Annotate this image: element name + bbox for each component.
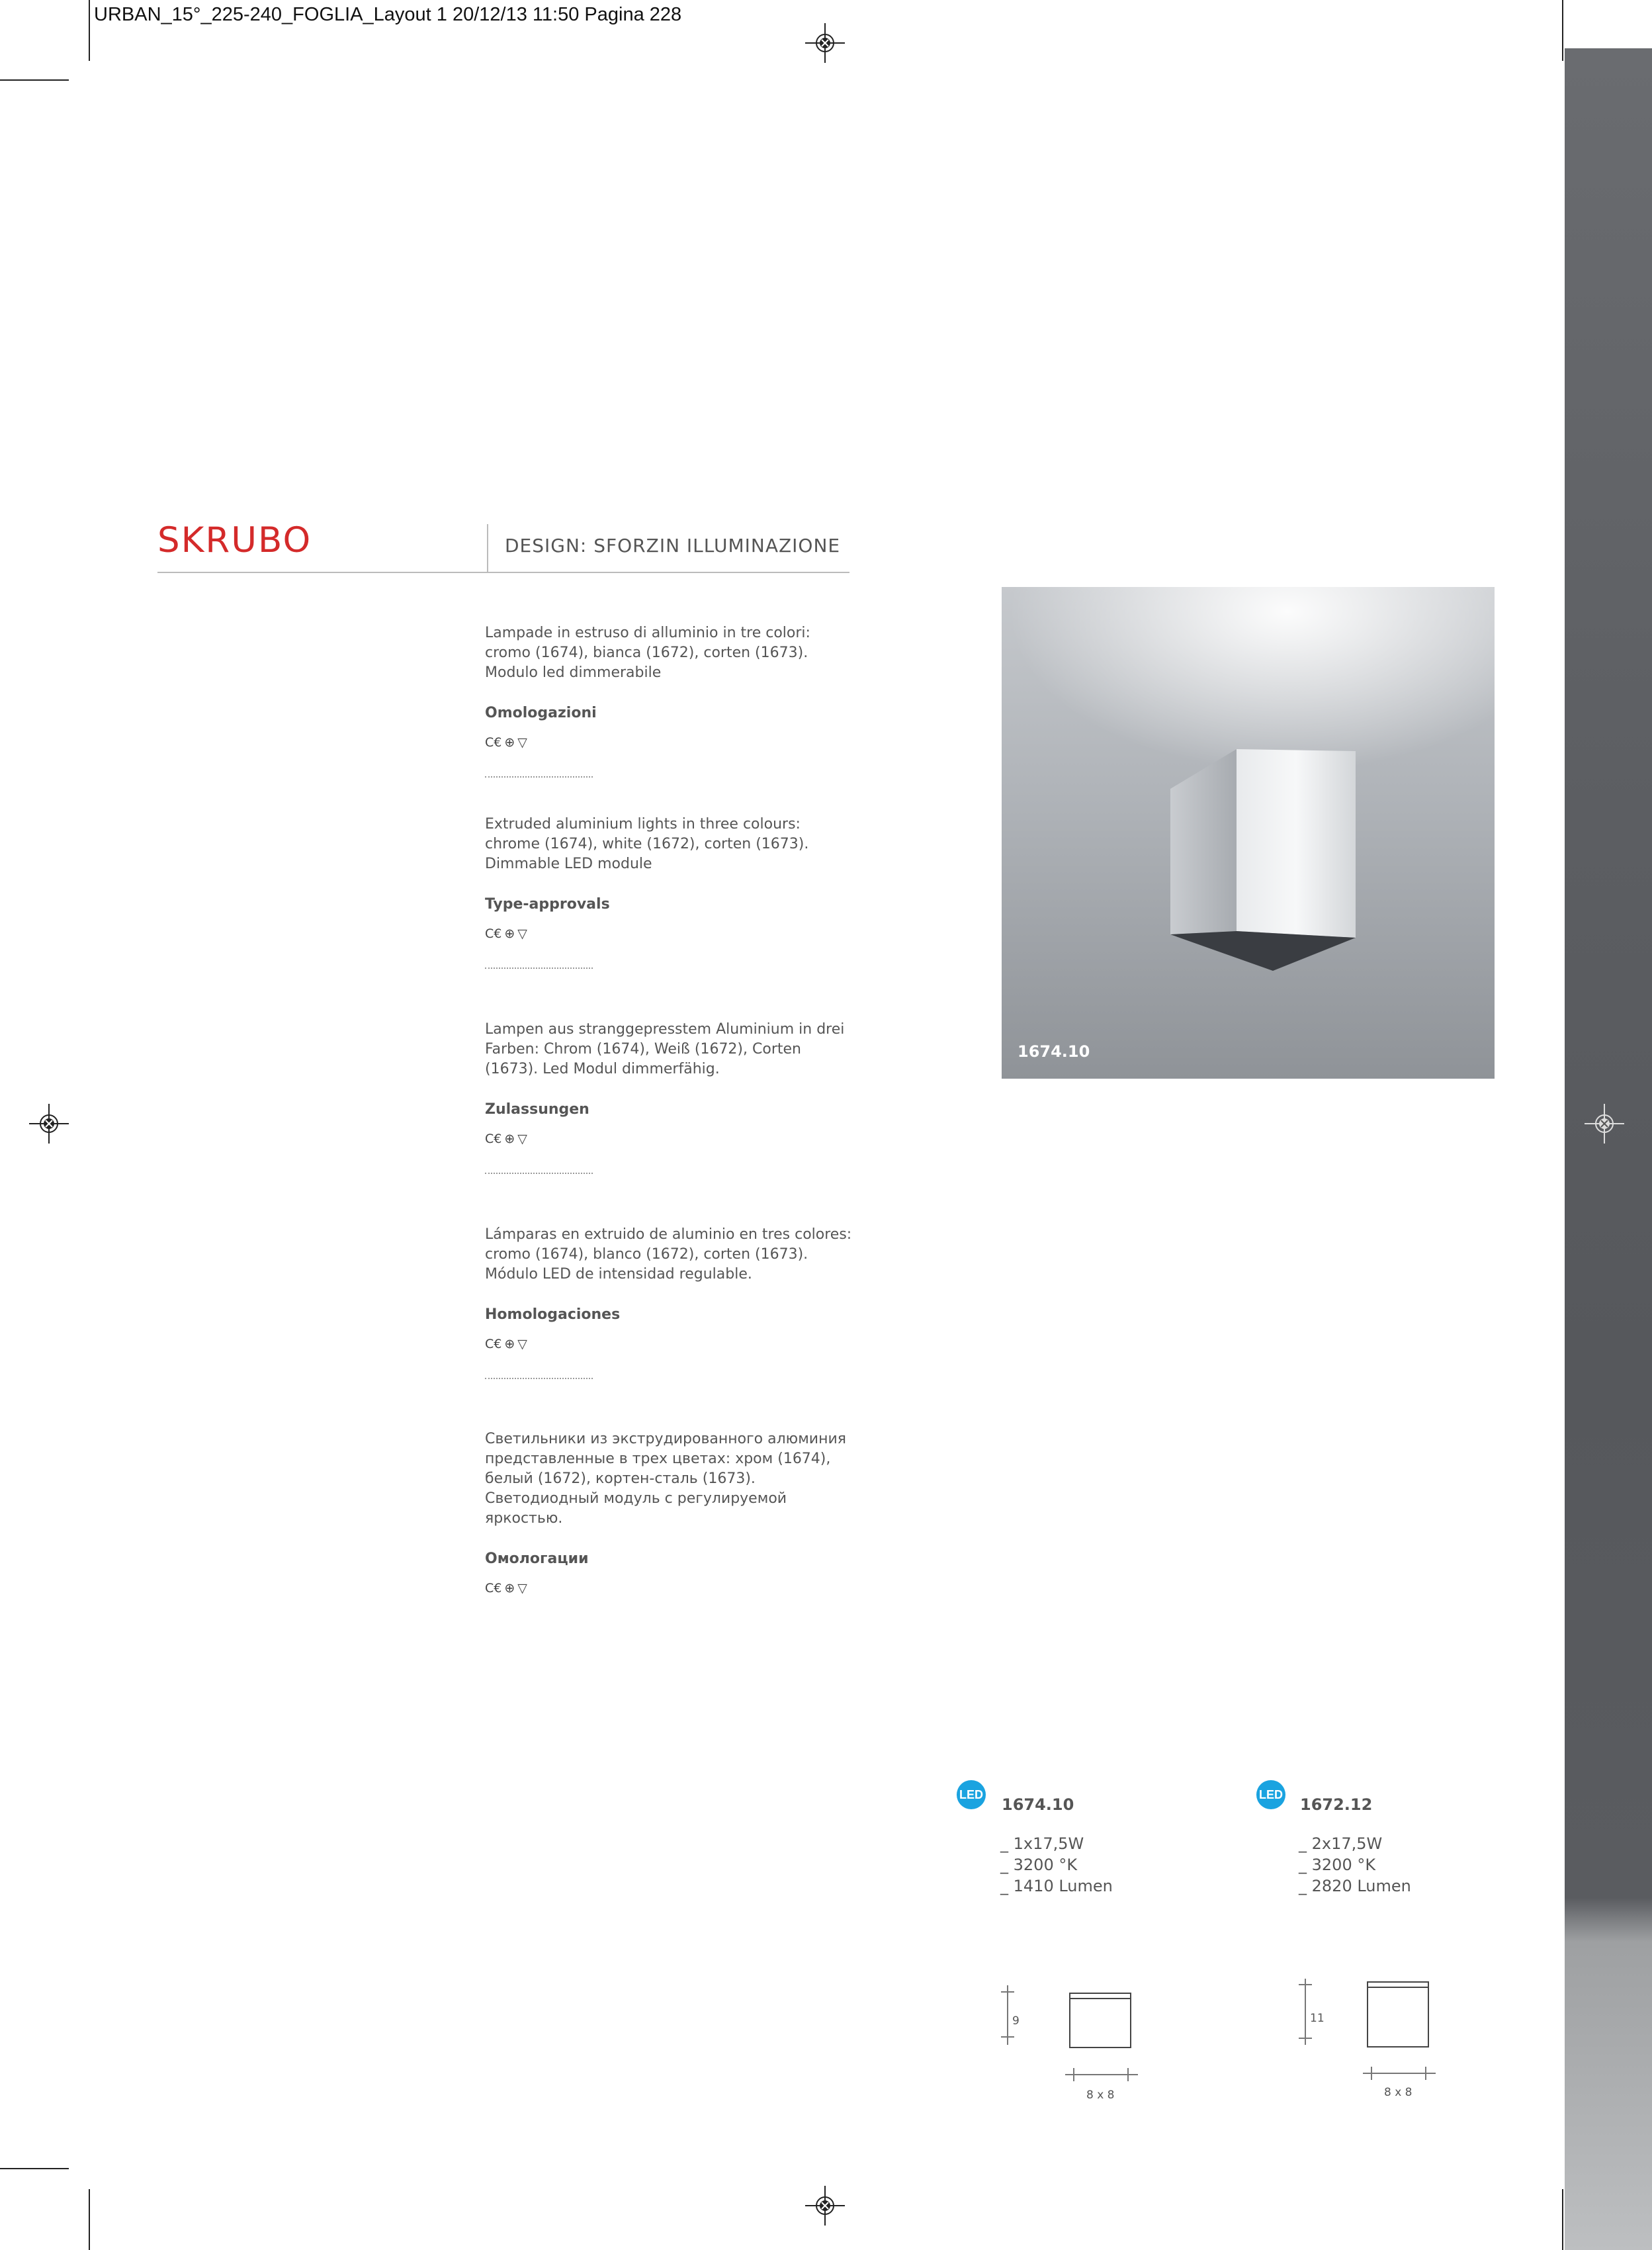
variant-code: 1674.10 bbox=[1002, 1795, 1074, 1814]
spec-lumen: _ 1410 Lumen bbox=[1000, 1877, 1113, 1895]
spec-power: _ 2x17,5W bbox=[1299, 1834, 1383, 1853]
certification-marks bbox=[485, 1132, 855, 1146]
title-divider bbox=[487, 524, 488, 572]
approvals-heading: Zulassungen bbox=[485, 1101, 589, 1118]
description-text: Lámparas en extruido de aluminio en tres colores: cromo (1674), blanco (1672), corten (1673). Módulo LED de intensidad regulable. bbox=[485, 1226, 852, 1282]
dotted-separator bbox=[485, 1378, 593, 1379]
side-color-band bbox=[1565, 48, 1652, 2250]
variant-code: 1672.12 bbox=[1300, 1795, 1373, 1814]
spec-color-temperature: _ 3200 °K bbox=[1299, 1856, 1376, 1874]
registration-mark-icon bbox=[29, 1104, 69, 1144]
certification-marks bbox=[485, 926, 855, 941]
ce-mark-icon: C€ bbox=[485, 735, 502, 750]
print-slug: URBAN_15°_225-240_FOGLIA_Layout 1 20/12/13 11:50 Pagina 228 bbox=[94, 4, 682, 25]
crop-mark bbox=[1562, 2189, 1563, 2250]
lamp-cube-illustration bbox=[1002, 587, 1495, 1079]
approvals-heading: Homologaciones bbox=[485, 1306, 621, 1323]
led-badge-icon: LED bbox=[957, 1780, 986, 1809]
dimension-height: 11 bbox=[1310, 2012, 1325, 2025]
dimension-height: 9 bbox=[1012, 2014, 1020, 2028]
variant-specs bbox=[1000, 1833, 1113, 1897]
description-text: Extruded aluminium lights in three colours: chrome (1674), white (1672), corten (1673). Dimmable LED module bbox=[485, 816, 809, 872]
registration-mark-icon bbox=[1585, 1104, 1624, 1144]
description-text: Lampen aus stranggepresstem Aluminium in drei Farben: Chrom (1674), Weiß (1672), Corten (1673). Led Modul dimmerfähig. bbox=[485, 1021, 845, 1077]
dotted-separator bbox=[485, 1173, 593, 1174]
enec-mark-icon: ⊕ bbox=[504, 926, 515, 941]
led-badge-icon: LED bbox=[1256, 1780, 1285, 1809]
enec-mark-icon: ⊕ bbox=[504, 1581, 515, 1596]
product-title: SKRUBO bbox=[157, 520, 312, 561]
f-mark-icon: ▽ bbox=[517, 1581, 527, 1596]
registration-mark-icon bbox=[805, 2186, 845, 2226]
dotted-separator bbox=[485, 968, 593, 969]
photo-code-label: 1674.10 bbox=[1018, 1042, 1090, 1061]
ce-mark-icon: C€ bbox=[485, 1132, 502, 1146]
spec-color-temperature: _ 3200 °K bbox=[1000, 1856, 1078, 1874]
enec-mark-icon: ⊕ bbox=[504, 735, 515, 750]
description-block-it bbox=[485, 623, 855, 778]
f-mark-icon: ▽ bbox=[517, 735, 527, 750]
crop-mark bbox=[89, 2189, 90, 2250]
ce-mark-icon: C€ bbox=[485, 926, 502, 941]
certification-marks bbox=[485, 1581, 855, 1596]
registration-mark-icon bbox=[805, 23, 845, 63]
certification-marks bbox=[485, 735, 855, 750]
product-photo bbox=[1002, 587, 1495, 1079]
designer-credit: DESIGN: SFORZIN ILLUMINAZIONE bbox=[505, 535, 841, 557]
enec-mark-icon: ⊕ bbox=[504, 1337, 515, 1351]
dotted-separator bbox=[485, 776, 593, 778]
description-block-es bbox=[485, 1225, 855, 1379]
certification-marks bbox=[485, 1337, 855, 1351]
description-block-en bbox=[485, 815, 855, 969]
ce-mark-icon: C€ bbox=[485, 1581, 502, 1596]
ce-mark-icon: C€ bbox=[485, 1337, 502, 1351]
description-text: Светильники из экструдированного алюминия представленные в трех цветах: хром (1674), белый (1672), кортен-сталь (1673). Светодиодный модуль с регулируемой яркостью. bbox=[485, 1431, 847, 1527]
description-block-de bbox=[485, 1020, 855, 1174]
spec-lumen: _ 2820 Lumen bbox=[1299, 1877, 1411, 1895]
dimension-drawing bbox=[1293, 1975, 1452, 2108]
crop-mark bbox=[0, 79, 69, 81]
heading-rule bbox=[157, 572, 849, 573]
approvals-heading: Omologazioni bbox=[485, 705, 597, 721]
f-mark-icon: ▽ bbox=[517, 926, 527, 941]
variant-specs bbox=[1299, 1833, 1411, 1897]
dimension-base: 8 x 8 bbox=[1086, 2089, 1115, 2102]
approvals-heading: Type-approvals bbox=[485, 896, 610, 913]
enec-mark-icon: ⊕ bbox=[504, 1132, 515, 1146]
crop-mark bbox=[1562, 0, 1563, 61]
description-block-ru bbox=[485, 1429, 855, 1596]
dimension-base: 8 x 8 bbox=[1384, 2086, 1413, 2099]
crop-mark bbox=[0, 2168, 69, 2169]
crop-mark bbox=[89, 0, 90, 61]
spec-power: _ 1x17,5W bbox=[1000, 1834, 1084, 1853]
description-text: Lampade in estruso di alluminio in tre colori: cromo (1674), bianca (1672), corten (1673). Modulo led dimmerabile bbox=[485, 625, 810, 681]
f-mark-icon: ▽ bbox=[517, 1337, 527, 1351]
approvals-heading: Омологации bbox=[485, 1551, 589, 1567]
dimension-drawing bbox=[996, 1979, 1154, 2111]
f-mark-icon: ▽ bbox=[517, 1132, 527, 1146]
